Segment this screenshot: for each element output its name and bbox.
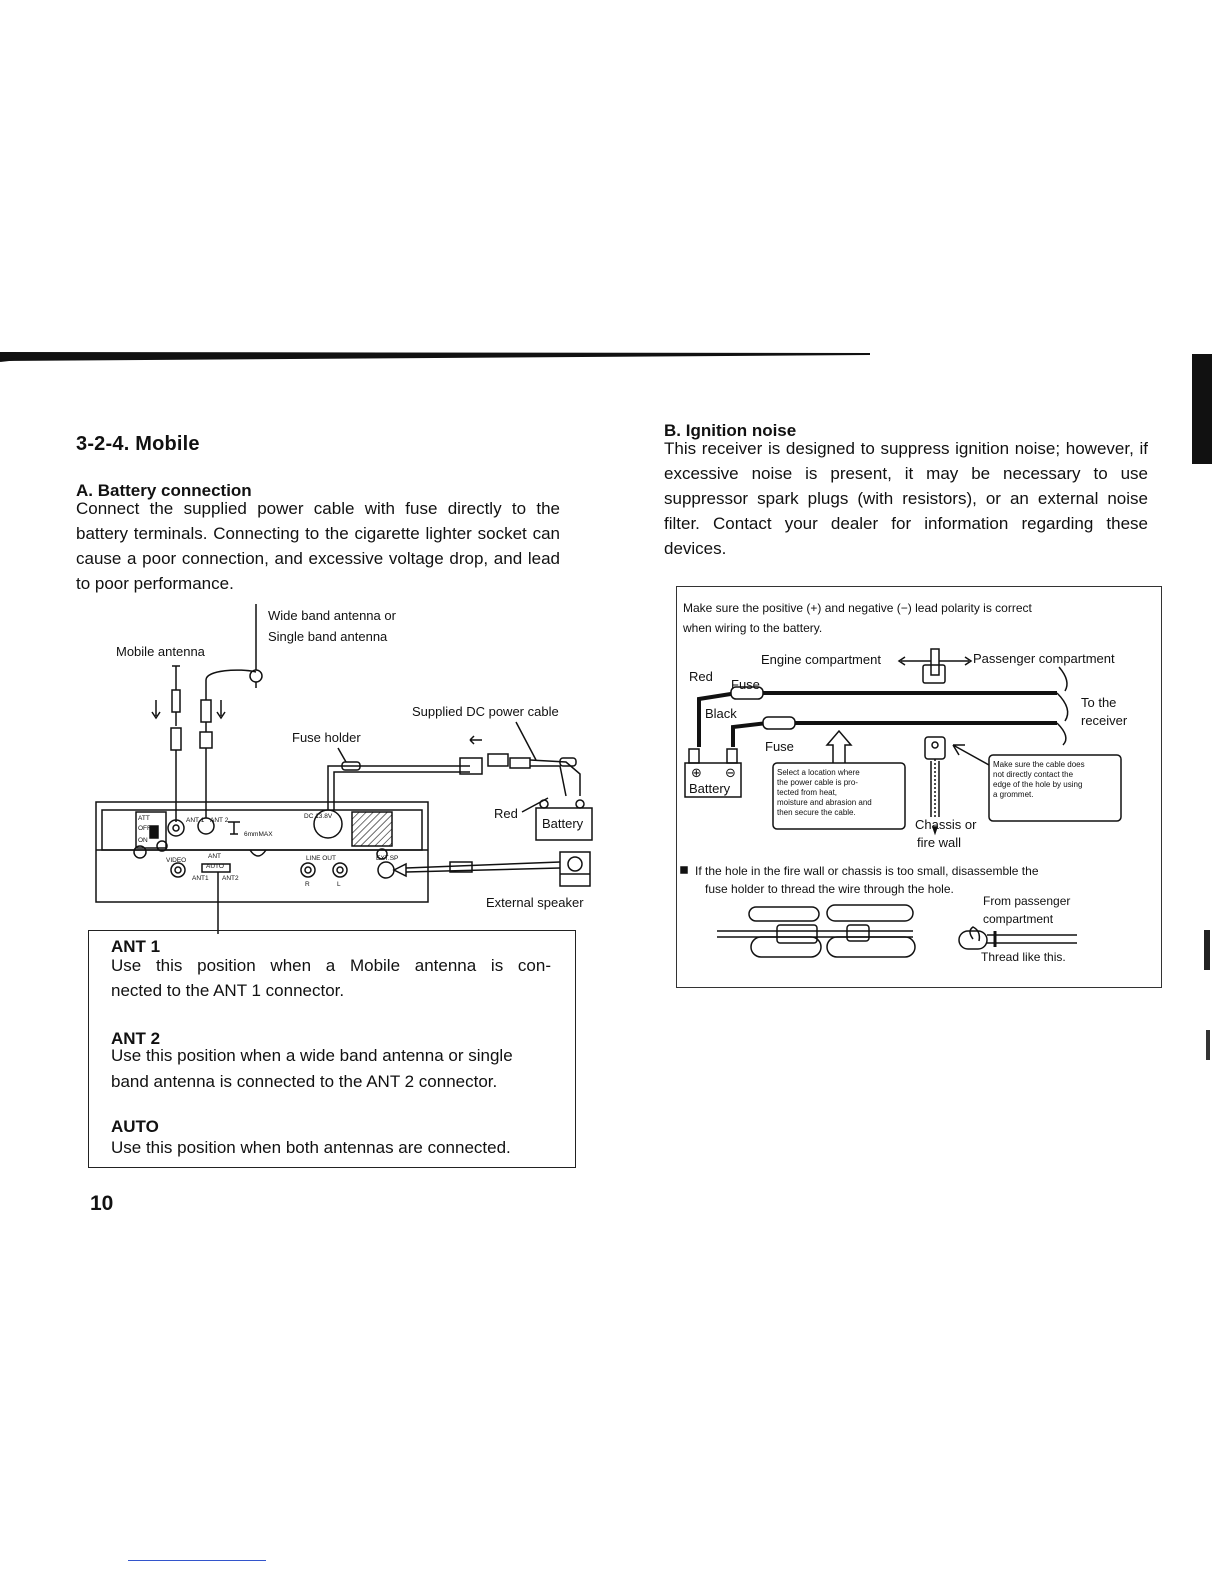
panel-line-out: LINE OUT (306, 855, 336, 862)
polarity-note-line2: when wiring to the battery. (683, 621, 823, 635)
page-number: 10 (90, 1192, 114, 1215)
fuse-top: Fuse (731, 677, 760, 692)
select-note-line: then secure the cable. (777, 808, 856, 817)
ant2-line1: Use this position when a wide band antenna or single (111, 1046, 513, 1065)
battery-routing-diagram (677, 641, 1161, 987)
auto-title: AUTO (111, 1117, 159, 1136)
label-wide-band: Wide band antenna or (268, 608, 396, 623)
right-edge-mark (1204, 930, 1210, 970)
section-title: 3-2-4. Mobile (76, 433, 200, 455)
label-fuse-holder: Fuse holder (292, 730, 361, 745)
panel-ant: ANT (208, 853, 221, 860)
label-red: Red (494, 806, 518, 821)
to-the: To the (1081, 695, 1117, 710)
from-passenger-line1: From passenger (983, 894, 1071, 908)
chassis-line1: Chassis or (915, 817, 977, 832)
ant1-line1: Use this position when a Mobile antenna is con- (111, 956, 551, 975)
battery-heading: A. Battery connection (76, 481, 252, 500)
select-note-line: Select a location where (777, 768, 860, 777)
polarity-note-line1: Make sure the positive (+) and negative (−) lead polarity is correct (683, 601, 1032, 615)
ignition-heading: B. Ignition noise (664, 421, 797, 440)
right-edge-mark (1206, 1030, 1210, 1060)
panel-dc: DC 13.8V (304, 813, 333, 820)
grommet-note-line: Make sure the cable does (993, 760, 1085, 769)
receiver: receiver (1081, 713, 1128, 728)
passenger-compartment: Passenger compartment (973, 651, 1115, 666)
top-rule (0, 352, 870, 362)
battery-label-right: Battery (689, 781, 731, 796)
panel-l: L (337, 881, 341, 888)
right-edge-bar (1192, 354, 1212, 464)
select-note-line: tected from heat, (777, 788, 838, 797)
fuse-bottom: Fuse (765, 739, 794, 754)
battery-text: Connect the supplied power cable with fuse directly to the battery terminals. Connecting to the cigarette lighter socket can cause a poor connection, and excessive voltage drop, and lead to poor performance. (76, 499, 560, 593)
battery-minus: ⊖ (725, 765, 736, 780)
grommet-note-line: a grommet. (993, 790, 1034, 799)
red-lead: Red (689, 669, 713, 684)
label-mobile-antenna: Mobile antenna (116, 644, 205, 659)
grommet-note-line: edge of the hole by using (993, 780, 1083, 789)
panel-max: 6mmMAX (244, 831, 273, 838)
bottom-link-underline (128, 1560, 266, 1561)
panel-on: ON (138, 837, 148, 844)
panel-r: R (305, 881, 310, 888)
hole-note-line2: fuse holder to thread the wire through the hole. (705, 882, 954, 896)
ignition-text: This receiver is designed to suppress ignition noise; however, if excessive noise is present, it may be necessary to use suppressor spark plugs (with resistors), or an external noise filter. Contact your dealer for information regarding these devices. (664, 439, 1148, 558)
battery-plus: ⊕ (691, 765, 702, 780)
black-lead: Black (705, 706, 737, 721)
label-single-band: Single band antenna (268, 629, 388, 644)
ant1-line2: nected to the ANT 1 connector. (111, 981, 345, 1000)
ant2-title: ANT 2 (111, 1029, 161, 1048)
panel-ant2: ANT 2 (210, 817, 229, 824)
chassis-line2: fire wall (917, 835, 962, 850)
label-supplied-cable: Supplied DC power cable (412, 704, 559, 719)
panel-ant1: ANT 1 (186, 817, 205, 824)
battery-label: Battery (542, 816, 584, 831)
panel-video: VIDEO (166, 857, 187, 864)
panel-auto: AUTO (206, 863, 224, 870)
battery-wiring-box (676, 586, 1162, 988)
select-note-line: moisture and abrasion and (777, 798, 872, 807)
engine-compartment: Engine compartment (761, 652, 881, 667)
hole-note-line1: If the hole in the fire wall or chassis is too small, disassemble the (695, 864, 1039, 878)
label-external-speaker: External speaker (486, 895, 584, 910)
antenna-mode-box (88, 930, 576, 1168)
auto-line1: Use this position when both antennas are connected. (111, 1138, 511, 1157)
panel-off: OFF (138, 825, 151, 832)
grommet-note-line: not directly contact the (993, 770, 1074, 779)
panel-ant-sw2: ANT2 (222, 875, 239, 882)
panel-att: ATT (138, 815, 150, 822)
select-note-line: the power cable is pro- (777, 778, 858, 787)
ant1-title: ANT 1 (111, 937, 161, 956)
thread-like-this: Thread like this. (981, 950, 1066, 964)
panel-ext-sp: EXT.SP (376, 855, 399, 862)
from-passenger-line2: compartment (983, 912, 1054, 926)
panel-ant-sw1: ANT1 (192, 875, 209, 882)
ant2-line2: band antenna is connected to the ANT 2 connector. (111, 1072, 498, 1091)
